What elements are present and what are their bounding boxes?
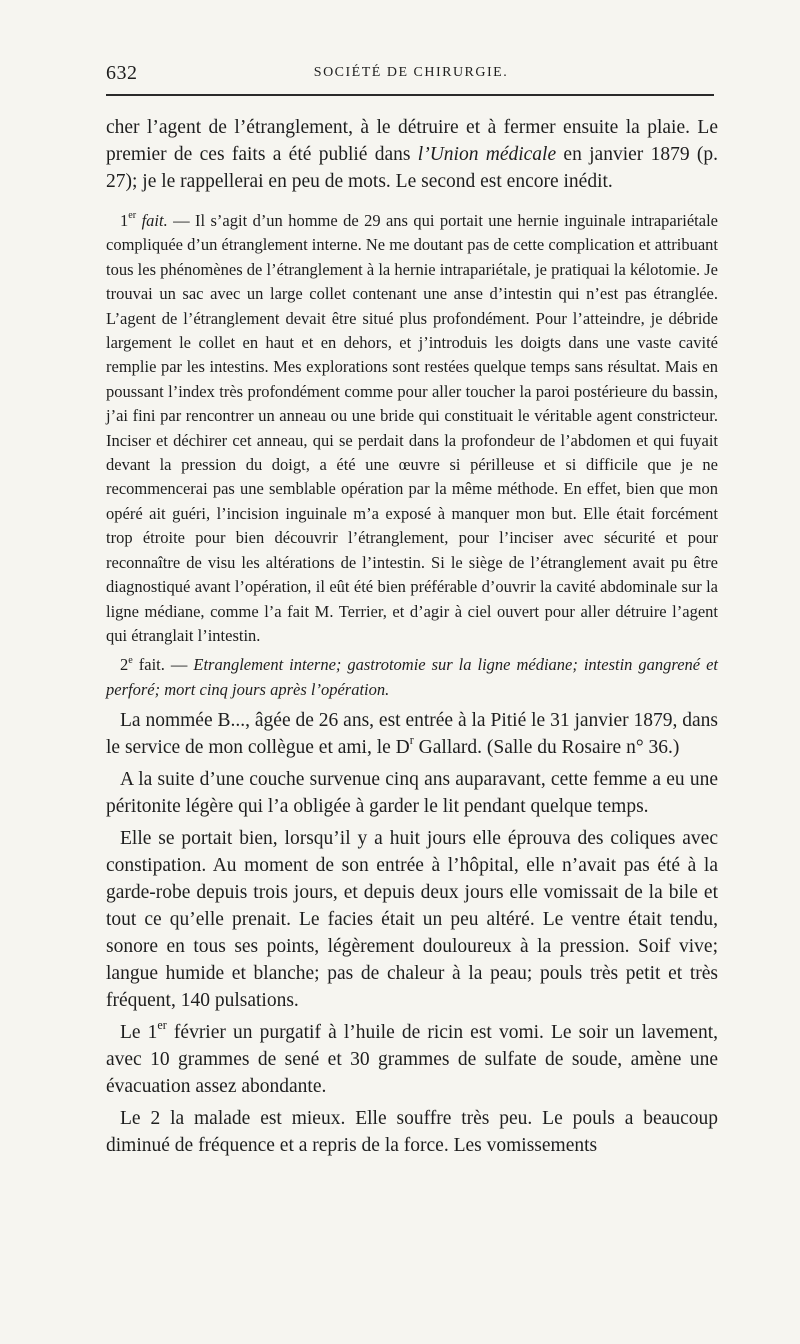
feb1-prefix: Le 1 bbox=[120, 1022, 158, 1044]
paragraph-history: A la suite d’une couche survenue cinq ans auparavant, cette femme a eu une péritonite légère qui l’a obligée à garder le lit pendant quelque temps. bbox=[106, 769, 718, 818]
feb1-text: février un purgatif à l’huile de ricin est vomi. Le soir un lavement, avec 10 grammes de sené et 30 grammes de sulfate de soude, amène une évacuation assez abondante. bbox=[106, 1022, 718, 1098]
feb1-superscript: er bbox=[157, 1018, 167, 1033]
fait2-heading bbox=[106, 653, 718, 702]
running-title: SOCIÉTÉ DE CHIRURGIE. bbox=[313, 65, 509, 80]
intro-text: cher l’agent de l’étranglement, à le détruire et à fermer ensuite la plaie. Le premier de ces faits a été publié dans bbox=[106, 117, 718, 165]
fait2-dash: — bbox=[164, 655, 194, 675]
fait2-label: fait. bbox=[132, 655, 165, 675]
case-intro-text: La nommée B..., âgée de 26 ans, est entrée à la Pitié le 31 janvier 1879, dans le service de mon collègue et ami, le D bbox=[106, 710, 718, 759]
fait1-paragraph bbox=[106, 209, 718, 648]
fait1-label: fait. bbox=[136, 211, 168, 230]
journal-title: l’Union médicale bbox=[417, 144, 557, 165]
body-text bbox=[106, 114, 718, 1159]
fait1-superscript: er bbox=[128, 210, 137, 222]
fait2-superscript: e bbox=[128, 654, 133, 666]
paragraph-symptoms: Elle se portait bien, lorsqu’il y a huit jours elle éprouva des coliques avec constipation. Au moment de son entrée à l’hôpital, elle n’avait pas été à la garde-robe depuis trois jours, et depuis deux jours elle vomissait de la bile et tout ce qu’elle prenait. Le facies était un peu altéré. Le ventre était tendu, sonore en tous ses points, légèrement douloureux à la pression. Soif vive; langue humide et blanche; pas de chaleur à la peau; pouls très petit et très fréquent, 140 pulsations. bbox=[106, 828, 718, 1012]
intro-paragraph bbox=[106, 114, 718, 195]
fait1-number: 1 bbox=[120, 211, 129, 230]
case-intro-text-end: Gallard. (Salle du Rosaire n° 36.) bbox=[413, 737, 680, 759]
fait2-number: 2 bbox=[120, 655, 129, 675]
page-number: 632 bbox=[106, 62, 138, 84]
feb1-paragraph bbox=[106, 1019, 718, 1100]
header-rule bbox=[106, 94, 714, 96]
dr-superscript: r bbox=[409, 733, 414, 748]
fait1-text: — Il s’agit d’un homme de 29 ans qui portait une hernie inguinale intrapariétale compliquée d’un étranglement interne. Ne me doutant pas de cette complication et attribuant tous les phénomènes de l’étranglement à la hernie intrapariétale, je pratiquai la kélotomie. Je trouvai un sac avec un large collet contenant une anse d’intestin qui n’est pas étranglée. L’agent de l’étranglement devait être situé plus profondément. Pour l’atteindre, je débride largement le collet en haut et en dehors, et j’introduis les doigts dans une vaste cavité remplie par les intestins. Mes explorations sont restées quelque temps sans résultat. Mais en poussant l’index très profondément comme pour aller toucher la paroi postérieure du bassin, j’ai fini par rencontrer un anneau ou une bride qui constituait le véritable agent constricteur. Inciser et déchirer cet anneau, qui se perdait dans la profondeur de l’abdomen et qui fuyait devant la pression du doigt, a été une œuvre si périlleuse et si difficile que je ne recommencerai pas une semblable opération par la même méthode. En effet, bien que mon opéré ait guéri, l’incision inguinale m’a exposé à manquer mon but. Elle était forcément trop étroite pour bien découvrir l’étranglement, pour l’inciser avec sécurité et pour reconnaître de visu les altérations de l’intestin. Si le siège de l’étranglement avait pu être diagnostiqué avant l’opération, il eût été bien préférable d’ouvrir la cavité abdominale sur la ligne médiane, comme l’a fait M. Terrier, et d’agir à ciel ouvert pour aller détruire l’agent qui étranglait l’intestin. bbox=[106, 211, 718, 645]
fait2-title: Etranglement interne; gastrotomie sur la ligne médiane; intestin gangrené et perforé; mort cinq jours après l’opération. bbox=[106, 655, 718, 699]
page-header bbox=[106, 62, 716, 86]
feb2-paragraph: Le 2 la malade est mieux. Elle souffre très peu. Le pouls a beaucoup diminué de fréquence et a repris de la force. Les vomissements bbox=[106, 1108, 718, 1157]
case-intro-paragraph bbox=[106, 707, 718, 761]
intro-text-end: en janvier 1879 (p. 27); je le rappellerai en peu de mots. Le second est encore inédit. bbox=[106, 144, 718, 192]
